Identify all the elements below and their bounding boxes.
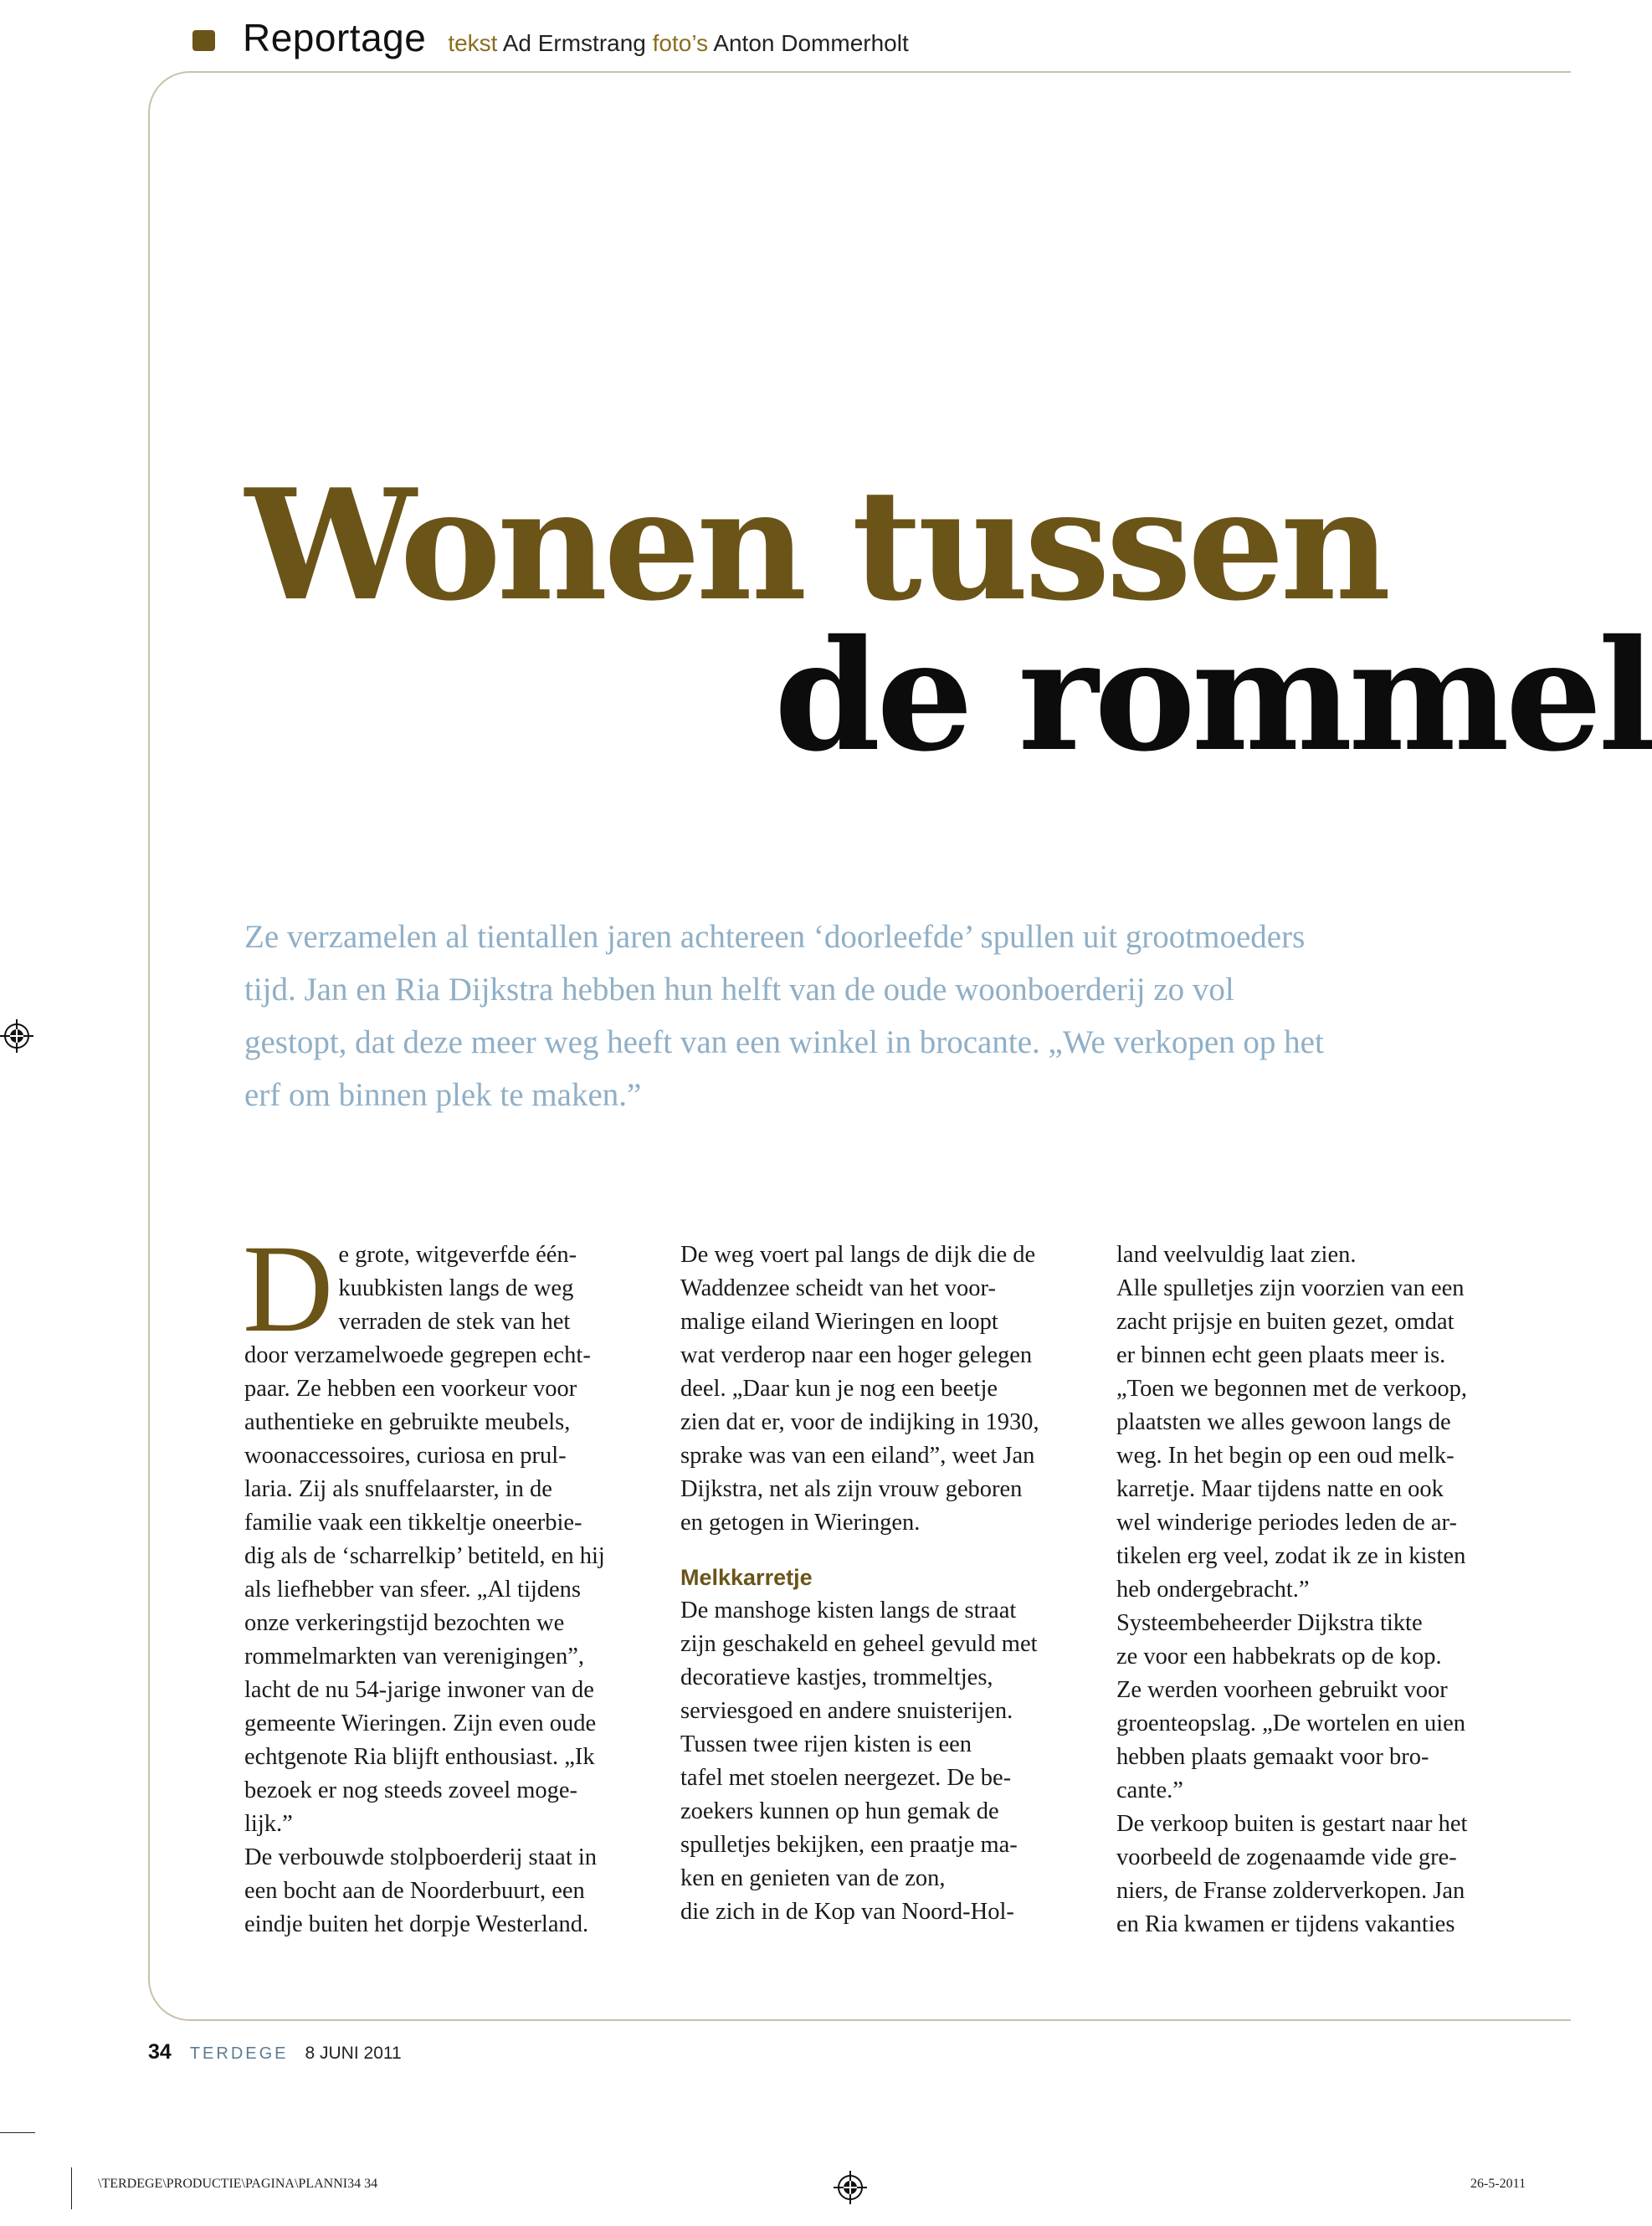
body-line: Ze werden voorheen gebruikt voor — [1116, 1677, 1448, 1703]
drop-cap: D — [243, 1219, 334, 1358]
body-line: niers, de Franse zolderverkopen. Jan — [1116, 1878, 1465, 1904]
author-name: Ad Ermstrang — [502, 30, 646, 56]
body-line: Tussen twee rijen kisten is een — [680, 1731, 972, 1757]
body-line: er binnen echt geen plaats meer is. — [1116, 1342, 1446, 1368]
body-line: ze voor een habbekrats op de kop. — [1116, 1644, 1442, 1670]
body-line: Dijkstra, net als zijn vrouw geboren — [680, 1476, 1023, 1502]
body-line: verraden de stek van het — [338, 1309, 571, 1335]
body-column-1 — [243, 1219, 663, 1941]
section-marker-icon — [192, 30, 215, 51]
intro-line: erf om binnen plek te maken.” — [244, 1077, 642, 1113]
body-line: zien dat er, voor de indijking in 1930, — [680, 1409, 1039, 1435]
body-line: karretje. Maar tijdens natte en ook — [1116, 1476, 1444, 1502]
body-line: spulletjes bekijken, een praatje ma- — [680, 1832, 1018, 1858]
body-line: Systeembeheerder Dijkstra tikte — [1116, 1610, 1423, 1636]
body-line: bezoek er nog steeds zoveel moge- — [244, 1777, 578, 1803]
body-line: familie vaak een tikkeltje oneerbie- — [244, 1510, 582, 1536]
body-line: groenteopslag. „De wortelen en uien — [1116, 1711, 1466, 1736]
slug-date: 26-5-2011 — [1470, 2177, 1526, 2191]
body-line: hebben plaats gemaakt voor bro- — [1116, 1744, 1429, 1770]
article-header — [192, 15, 909, 65]
body-line: malige eiland Wieringen en loopt — [680, 1309, 998, 1335]
body-line: tafel met stoelen neergezet. De be- — [680, 1765, 1012, 1791]
body-line: kuubkisten langs de weg — [338, 1275, 574, 1301]
slug-path: \TERDEGE\PRODUCTIE\PAGINA\PLANNI34 34 — [98, 2177, 378, 2191]
body-line: dig als de ‘scharrelkip’ betiteld, en hij — [244, 1543, 605, 1569]
body-line: als liefhebber van sfeer. „Al tijdens — [244, 1577, 582, 1603]
body-line: ken en genieten van de zon, — [680, 1865, 946, 1891]
headline-line-1: Wonen tussen — [245, 455, 1388, 634]
body-line: woonaccessoires, curiosa en prul- — [244, 1443, 567, 1469]
text-credit-label: tekst — [448, 30, 498, 56]
photographer-name: Anton Dommerholt — [713, 30, 909, 56]
body-line: Waddenzee scheidt van het voor- — [680, 1275, 996, 1301]
body-line: tikelen erg veel, zodat ik ze in kisten — [1116, 1543, 1466, 1569]
body-line: zacht prijsje en buiten gezet, omdat — [1116, 1309, 1454, 1335]
body-line: onze verkeringstijd bezochten we — [244, 1610, 565, 1636]
crop-mark — [0, 2132, 35, 2133]
body-line: land veelvuldig laat zien. — [1116, 1242, 1357, 1268]
intro-line: gestopt, dat deze meer weg heeft van een winkel in brocante. „We verkopen op het — [244, 1024, 1324, 1060]
body-line: en Ria kwamen er tijdens vakanties — [1116, 1911, 1455, 1937]
body-line: deel. „Daar kun je nog een beetje — [680, 1376, 998, 1402]
body-line: Alle spulletjes zijn voorzien van een — [1116, 1275, 1465, 1301]
body-line: gemeente Wieringen. Zijn even oude — [244, 1711, 597, 1736]
body-column-2 — [680, 1239, 1099, 1929]
body-line: wel winderige periodes leden de ar- — [1116, 1510, 1457, 1536]
headline-line-2: de rommel — [774, 606, 1652, 785]
credits — [448, 30, 908, 57]
body-line: lacht de nu 54-jarige inwoner van de — [244, 1677, 594, 1703]
intro-line: Ze verzamelen al tientallen jaren achtereen ‘doorleefde’ spullen uit grootmoeders — [244, 919, 1306, 955]
body-line: heb ondergebracht.” — [1116, 1577, 1310, 1603]
body-line: cante.” — [1116, 1777, 1183, 1803]
body-line: „Toen we begonnen met de verkoop, — [1116, 1376, 1468, 1402]
photo-credit-label: foto’s — [652, 30, 709, 56]
body-line: De verbouwde stolpboerderij staat in — [244, 1844, 598, 1870]
body-line: lijk.” — [244, 1811, 293, 1837]
registration-mark-icon — [834, 2171, 867, 2204]
magazine-name: TERDEGE — [189, 2044, 289, 2063]
body-line: serviesgoed en andere snuisterijen. — [680, 1698, 1013, 1724]
intro-line: tijd. Jan en Ria Dijkstra hebben hun helft van de oude woonboerderij zo vol — [244, 972, 1234, 1008]
body-line: authentieke en gebruikte meubels, — [244, 1409, 571, 1435]
page-number: 34 — [148, 2040, 172, 2064]
body-line: echtgenote Ria blijft enthousiast. „Ik — [244, 1744, 595, 1770]
body-line: rommelmarkten van verenigingen”, — [244, 1644, 584, 1670]
body-line: e grote, witgeverfde één- — [338, 1242, 577, 1268]
body-line: decoratieve kastjes, trommeltjes, — [680, 1664, 993, 1690]
body-line: zijn geschakeld en geheel gevuld met — [680, 1631, 1038, 1657]
body-line: die zich in de Kop van Noord-Hol- — [680, 1899, 1014, 1925]
body-line: wat verderop naar een hoger gelegen — [680, 1342, 1033, 1368]
body-line: plaatsten we alles gewoon langs de — [1116, 1409, 1451, 1435]
body-line: en getogen in Wieringen. — [680, 1510, 921, 1536]
body-line: weg. In het begin op een oud melk- — [1116, 1443, 1454, 1469]
body-line: De verkoop buiten is gestart naar het — [1116, 1811, 1468, 1837]
body-line: paar. Ze hebben een voorkeur voor — [244, 1376, 577, 1402]
subheading: Melkkarretje — [680, 1565, 813, 1590]
issue-date: 8 JUNI 2011 — [305, 2044, 402, 2063]
body-line: door verzamelwoede gegrepen echt- — [244, 1342, 591, 1368]
body-line: een bocht aan de Noorderbuurt, een — [244, 1878, 585, 1904]
body-line: zoekers kunnen op hun gemak de — [680, 1798, 999, 1824]
section-label: Reportage — [243, 16, 427, 59]
crop-mark — [71, 2167, 72, 2209]
intro-lead — [244, 910, 1475, 1121]
body-line: laria. Zij als snuffelaarster, in de — [244, 1476, 552, 1502]
body-line: De manshoge kisten langs de straat — [680, 1598, 1017, 1623]
body-line: voorbeeld de zogenaamde vide gre- — [1116, 1844, 1457, 1870]
registration-mark-icon — [0, 1019, 33, 1053]
body-line: sprake was van een eiland”, weet Jan — [680, 1443, 1035, 1469]
page-footer — [148, 2040, 402, 2064]
body-line: De weg voert pal langs de dijk die de — [680, 1242, 1036, 1268]
body-column-3 — [1116, 1239, 1535, 1941]
body-line: eindje buiten het dorpje Westerland. — [244, 1911, 589, 1937]
